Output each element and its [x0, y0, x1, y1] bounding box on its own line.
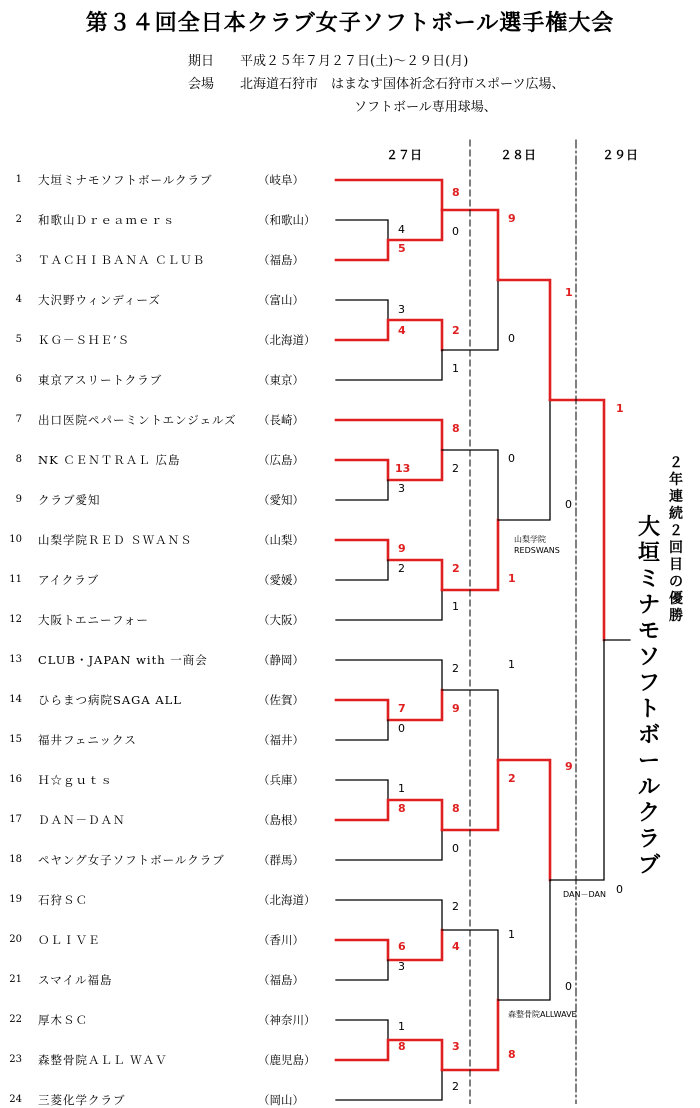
score-r2a-loser: 0 [452, 225, 459, 238]
day-header-27: ２７日 [386, 148, 423, 162]
team-name: Ｈ☆ｇｕｔｓ [38, 773, 113, 787]
winner-line [498, 760, 550, 880]
bracket-line [336, 960, 388, 980]
winner-line [498, 280, 550, 400]
team-name: ＤＡＮ－ＤＡＮ [38, 813, 126, 827]
team-number: 23 [9, 1054, 22, 1065]
bracket-line [550, 640, 604, 880]
score-r1b-loser: 3 [398, 303, 405, 316]
team-name: CLUB・JAPAN with 一商会 [38, 653, 208, 667]
team-prefecture: （福島） [258, 973, 304, 987]
team-number: 18 [9, 854, 22, 865]
semifinalist-mori: 森整骨院ALLWAVE [508, 1010, 577, 1019]
score-r1g-winner: 6 [398, 940, 406, 953]
team-number: 11 [9, 574, 22, 585]
team-number: 6 [15, 374, 22, 385]
team-prefecture: （大阪） [258, 613, 304, 627]
score-r2c-loser: 2 [452, 462, 459, 475]
team-prefecture: （福井） [258, 733, 304, 747]
team-number: 1 [15, 174, 22, 185]
team-name: 三菱化学クラブ [38, 1093, 126, 1107]
team-prefecture: （鹿児島） [258, 1053, 316, 1067]
score-r2f-loser: 0 [452, 842, 459, 855]
team-prefecture: （群馬） [258, 853, 304, 867]
bracket-line [336, 660, 442, 690]
score-r1h-loser: 1 [398, 1020, 405, 1033]
champion-name: 大垣ミナモソフトボールクラブ [637, 515, 660, 878]
team-name: 厚木ＳＣ [38, 1013, 88, 1027]
team-name: 森整骨院ＡＬＬ ＷＡＶ [38, 1053, 168, 1067]
team-number: 14 [9, 694, 22, 705]
team-prefecture: （岐阜） [258, 173, 304, 187]
team-name: 大阪トエニーフォー [38, 613, 149, 627]
day-header-29: ２９日 [602, 148, 639, 162]
team-prefecture: （佐賀） [258, 693, 304, 707]
venue-line-1: 北海道石狩市 はまなす国体祈念石狩市スポーツ広場、 [240, 77, 565, 92]
team-number: 7 [15, 414, 22, 425]
team-prefecture: （兵庫） [258, 773, 304, 787]
winner-line [336, 540, 442, 590]
winner-line [336, 210, 442, 260]
team-prefecture: （福島） [258, 253, 304, 267]
winner-line [336, 320, 442, 350]
team-name: 出口医院ペパーミントエンジェルズ [38, 413, 237, 427]
team-name: スマイル福島 [38, 973, 113, 987]
score-r2e-loser: 2 [452, 662, 459, 675]
bracket-line [336, 1070, 442, 1100]
team-name: 福井フェニックス [38, 733, 137, 747]
winner-line [336, 180, 442, 210]
score-r2g-winner: 4 [452, 940, 460, 953]
score-r1c-winner: 13 [395, 462, 411, 475]
score-r2b-winner: 2 [452, 324, 460, 337]
team-prefecture: （山梨） [258, 533, 304, 547]
team-number: 5 [15, 334, 22, 345]
score-r2b-loser: 1 [452, 362, 459, 375]
team-name: 和歌山Ｄｒｅａｍｅｒｓ [38, 213, 176, 227]
score-r1e-loser: 0 [398, 722, 405, 735]
team-number: 20 [9, 934, 22, 945]
bracket-line [336, 780, 388, 800]
team-prefecture: （東京） [258, 373, 304, 387]
team-name: 石狩ＳＣ [38, 893, 88, 907]
score-r3d-winner: 8 [508, 1048, 516, 1061]
period-label: 期日 [188, 54, 215, 69]
tournament-title: 第３４回全日本クラブ女子ソフトボール選手権大会 [85, 11, 615, 36]
team-prefecture: （静岡） [258, 653, 304, 667]
team-number: 21 [9, 974, 22, 985]
winner-line [336, 450, 442, 480]
team-name: クラブ愛知 [38, 493, 101, 507]
team-prefecture: （和歌山） [258, 213, 316, 227]
score-r2g-loser: 2 [452, 900, 459, 913]
team-prefecture: （香川） [258, 933, 304, 947]
bracket-line [498, 400, 550, 520]
team-number: 17 [9, 814, 22, 825]
champion-note: ２年連続２回目の優勝 [669, 455, 683, 624]
score-r1b-winner: 4 [398, 324, 406, 337]
team-number: 12 [9, 614, 22, 625]
team-name: NK ＣＥＮＴＲＡＬ 広島 [38, 453, 181, 467]
semifinalist-yamanashi-line1: 山梨学院 [514, 535, 546, 544]
team-number: 4 [15, 294, 22, 305]
bracket-line [336, 350, 442, 380]
score-r1d-winner: 9 [398, 542, 406, 555]
score-r3a-winner: 9 [508, 212, 516, 225]
team-number: 19 [9, 894, 22, 905]
score-r2h-winner: 3 [452, 1040, 460, 1053]
team-name: アイクラブ [38, 573, 100, 587]
team-number: 22 [9, 1014, 22, 1025]
score-r1a-winner: 5 [398, 242, 406, 255]
bracket-line [336, 720, 388, 740]
score-r1f-winner: 8 [398, 802, 406, 815]
score-sf2-loser: 0 [565, 980, 572, 993]
score-r3b-winner: 1 [508, 572, 516, 585]
team-name: ひらまつ病院SAGA ALL [38, 693, 182, 707]
winner-line [550, 400, 604, 640]
bracket-line [336, 560, 388, 580]
team-prefecture: （北海道） [258, 333, 316, 347]
score-r1f-loser: 1 [398, 782, 405, 795]
team-name: ＯＬＩＶＥ [38, 933, 101, 947]
bracket-line [336, 220, 388, 240]
team-number: 3 [15, 254, 22, 265]
score-r2d-winner: 2 [452, 562, 460, 575]
bracket-line [336, 590, 442, 620]
score-r2f-winner: 8 [452, 802, 460, 815]
team-name: 大沢野ウィンディーズ [38, 293, 161, 307]
score-r3d-loser: 1 [508, 928, 515, 941]
winner-line [336, 930, 442, 960]
score-r3a-loser: 0 [508, 332, 515, 345]
team-name: 山梨学院ＲＥＤ ＳＷＡＮＳ [38, 533, 193, 547]
score-r2c-winner: 8 [452, 422, 460, 435]
winner-line [336, 690, 442, 720]
bracket-line [336, 1020, 388, 1040]
bracket-line [336, 830, 442, 860]
team-prefecture: （島根） [258, 813, 304, 827]
score-r1e-winner: 7 [398, 702, 406, 715]
score-r1h-winner: 8 [398, 1040, 406, 1053]
team-number: 24 [9, 1094, 22, 1105]
period-value: 平成２５年７月２７日(土)～２９日(月) [240, 54, 469, 69]
day-header-28: ２８日 [500, 148, 537, 162]
score-r2d-loser: 1 [452, 600, 459, 613]
score-r1d-loser: 2 [398, 562, 405, 575]
score-r2e-winner: 9 [452, 702, 460, 715]
team-name: ＴＡＣＨＩＢＡＮＡ ＣＬＵＢ [38, 253, 206, 267]
score-r3c-loser: 1 [508, 658, 515, 671]
score-r2a-winner: 8 [452, 186, 460, 199]
winner-line [336, 1040, 442, 1070]
team-number: 2 [15, 214, 22, 225]
team-name: ＫＧ－ＳＨＥ’Ｓ [38, 333, 131, 347]
team-prefecture: （富山） [258, 293, 304, 307]
winner-line [336, 420, 442, 450]
team-number: 16 [9, 774, 22, 785]
team-prefecture: （愛知） [258, 493, 304, 507]
semifinalist-yamanashi-line2: REDSWANS [514, 546, 560, 555]
team-number: 9 [15, 494, 22, 505]
bracket-line [336, 480, 388, 500]
score-r3c-winner: 2 [508, 772, 516, 785]
bracket-line [336, 900, 442, 930]
score-sf2-winner: 9 [565, 760, 573, 773]
score-r1a-loser: 4 [398, 223, 405, 236]
team-prefecture: （神奈川） [258, 1013, 316, 1027]
score-r1c-loser: 3 [398, 482, 405, 495]
score-r2h-loser: 2 [452, 1080, 459, 1093]
team-number: 10 [9, 534, 22, 545]
score-final-winner: 1 [616, 402, 624, 415]
bracket-line [498, 880, 550, 1000]
score-sf1-winner: 1 [565, 286, 573, 299]
winner-line [336, 800, 442, 830]
score-sf1-loser: 0 [565, 498, 572, 511]
team-prefecture: （北海道） [258, 893, 316, 907]
team-number: 13 [9, 654, 22, 665]
score-r3b-loser: 0 [508, 452, 515, 465]
score-final-loser: 0 [616, 883, 623, 896]
team-name: ペヤング女子ソフトボールクラブ [38, 853, 225, 867]
team-prefecture: （長崎） [258, 413, 304, 427]
team-name: 東京アスリートクラブ [38, 373, 163, 387]
semifinalist-dandan: DAN－DAN [563, 890, 606, 899]
team-number: 8 [15, 454, 22, 465]
bracket-line [336, 300, 388, 320]
venue-line-2: ソフトボール専用球場、 [354, 100, 497, 115]
team-prefecture: （愛媛） [258, 573, 304, 587]
venue-label: 会場 [188, 77, 215, 92]
score-r1g-loser: 3 [398, 960, 405, 973]
team-prefecture: （岡山） [258, 1093, 304, 1107]
team-prefecture: （広島） [258, 453, 304, 467]
team-name: 大垣ミナモソフトボールクラブ [38, 173, 213, 187]
team-number: 15 [9, 734, 22, 745]
